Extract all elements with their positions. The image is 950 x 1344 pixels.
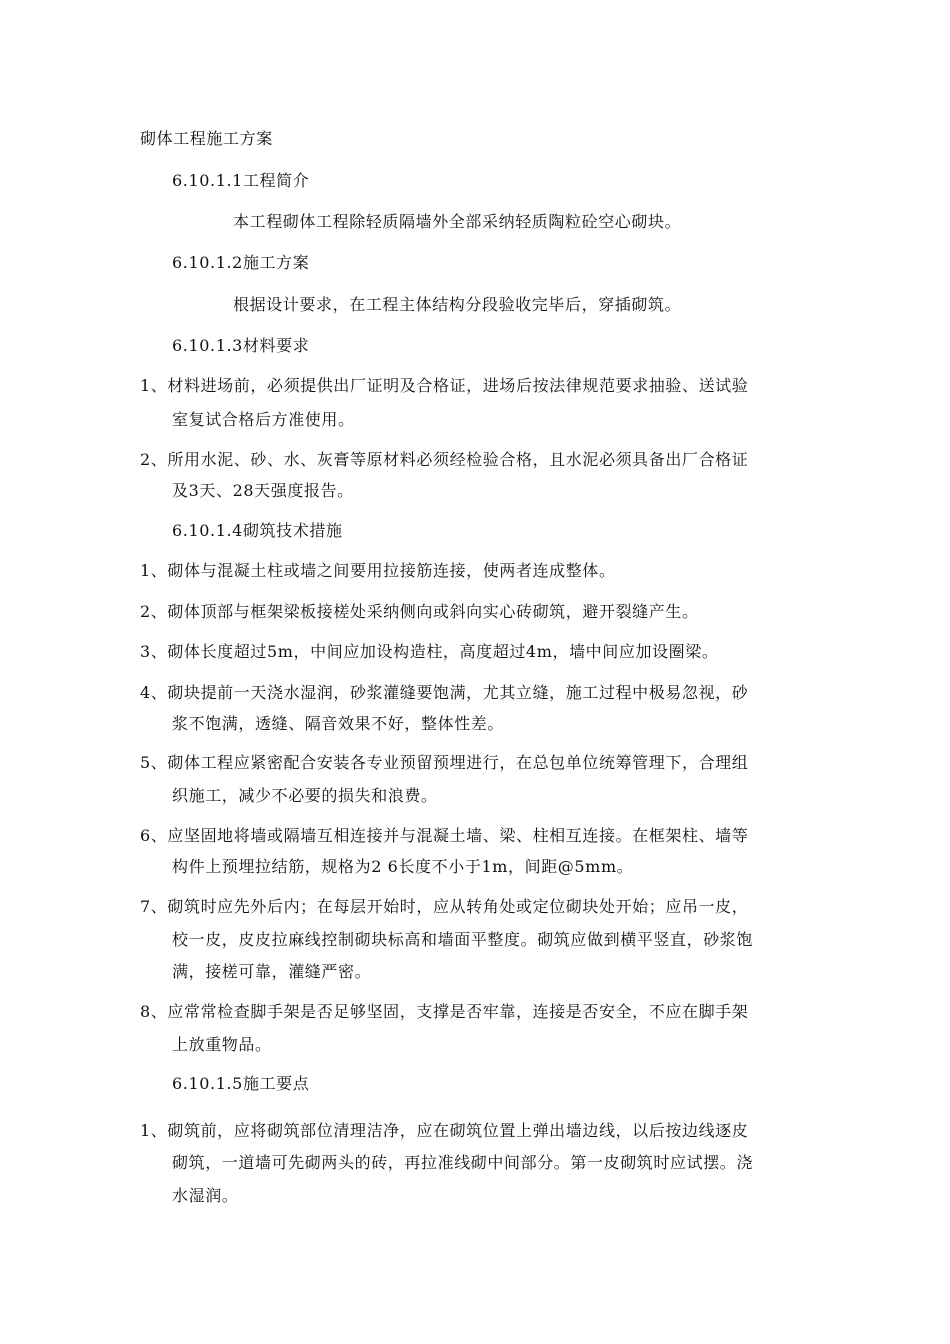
list-item-line: 3、砌体长度超过5m，中间应加设构造柱，高度超过4m，墙中间应加设圈梁。 <box>140 642 719 661</box>
list-item-line: 8、应常常检查脚手架是否足够坚固，支撑是否牢靠，连接是否安全，不应在脚手架 <box>140 1002 749 1021</box>
list-item-line: 砌筑，一道墙可先砌两头的砖，再拉准线砌中间部分。第一皮砌筑时应试摆。浇 <box>172 1153 754 1172</box>
list-item-line: 2、砌体顶部与框架梁板接槎处采纳侧向或斜向实心砖砌筑，避开裂缝产生。 <box>140 602 699 621</box>
list-item-line: 6、应坚固地将墙或隔墙互相连接并与混凝土墙、梁、柱相互连接。在框架柱、墙等 <box>140 826 749 845</box>
list-item-line: 及3天、28天强度报告。 <box>172 481 354 500</box>
section-heading: 6.10.1.5施工要点 <box>172 1074 310 1093</box>
list-item-line: 4、砌块提前一天浇水湿润，砂浆灌缝要饱满，尤其立缝，施工过程中极易忽视，砂 <box>140 683 749 702</box>
list-item-line: 7、砌筑时应先外后内；在每层开始时，应从转角处或定位砌块处开始；应吊一皮， <box>140 897 749 916</box>
section-heading: 6.10.1.3材料要求 <box>172 336 310 355</box>
list-item-line: 1、砌体与混凝土柱或墙之间要用拉接筋连接，使两者连成整体。 <box>140 561 616 580</box>
paragraph: 根据设计要求，在工程主体结构分段验收完毕后，穿插砌筑。 <box>233 295 682 314</box>
document-title: 砌体工程施工方案 <box>140 129 273 148</box>
list-item-line: 上放重物品。 <box>172 1035 272 1054</box>
list-item-line: 水湿润。 <box>172 1186 239 1205</box>
section-heading: 6.10.1.2施工方案 <box>172 253 310 272</box>
list-item-line: 织施工，减少不必要的损失和浪费。 <box>172 786 438 805</box>
list-item-line: 5、砌体工程应紧密配合安装各专业预留预埋进行，在总包单位统筹管理下，合理组 <box>140 753 749 772</box>
list-item-line: 2、所用水泥、砂、水、灰膏等原材料必须经检验合格，且水泥必须具备出厂合格证 <box>140 450 749 469</box>
section-heading: 6.10.1.4砌筑技术措施 <box>172 521 343 540</box>
list-item-line: 室复试合格后方准使用。 <box>172 410 355 429</box>
list-item-line: 1、砌筑前，应将砌筑部位清理洁净，应在砌筑位置上弹出墙边线，以后按边线逐皮 <box>140 1121 749 1140</box>
list-item-line: 浆不饱满，透缝、隔音效果不好，整体性差。 <box>172 714 505 733</box>
section-heading: 6.10.1.1工程简介 <box>172 171 310 190</box>
list-item-line: 满，接槎可靠，灌缝严密。 <box>172 962 372 981</box>
list-item-line: 1、材料进场前，必须提供出厂证明及合格证，进场后按法律规范要求抽验、送试验 <box>140 376 749 395</box>
list-item-line: 校一皮，皮皮拉麻线控制砌块标高和墙面平整度。砌筑应做到横平竖直，砂浆饱 <box>172 930 754 949</box>
list-item-line: 构件上预埋拉结筋，规格为2 6长度不小于1m，间距@5mm。 <box>172 857 634 876</box>
paragraph: 本工程砌体工程除轻质隔墙外全部采纳轻质陶粒砼空心砌块。 <box>233 212 682 231</box>
